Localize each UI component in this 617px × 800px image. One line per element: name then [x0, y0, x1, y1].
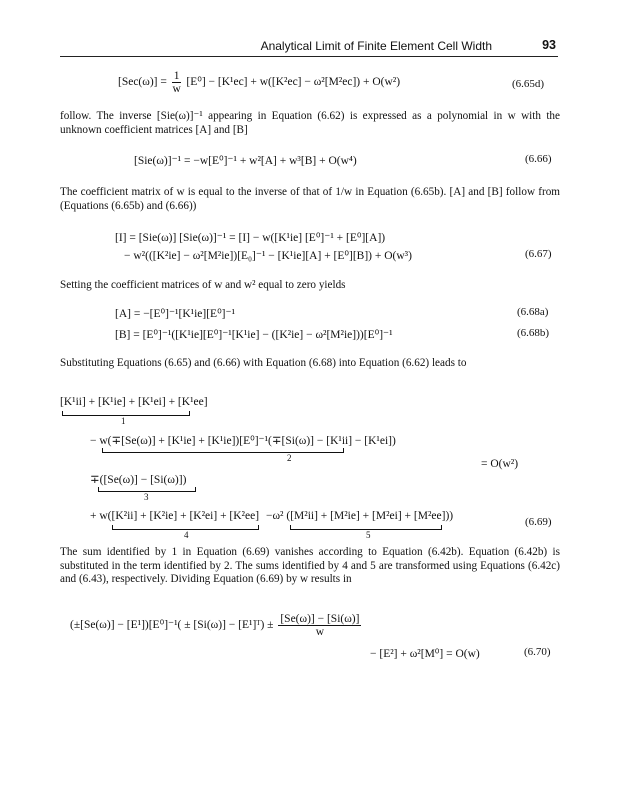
paragraph-1: follow. The inverse [Sie(ω)]⁻¹ appearing in Equation (6.62) is expressed as a polynomial in w with the unknown coefficient matrices [A] and [B] — [60, 110, 560, 136]
equation-6-69-line3: ∓([Se(ω)] − [Si(ω)]) — [90, 474, 187, 486]
equation-6-70-line1 — [70, 613, 363, 638]
eq-6-65d-fraction — [172, 70, 182, 95]
underbrace-1 — [62, 411, 190, 416]
underbrace-2 — [102, 448, 344, 453]
eq-number-6-66: (6.66) — [525, 153, 552, 165]
equation-6-67-line2: − w²(([K²ie] − ω²[M²ie])[E₀]⁻¹ − [K¹ie][A] + [E⁰][B]) + O(w³) — [124, 250, 412, 262]
eq-number-6-67: (6.67) — [525, 248, 552, 260]
underbrace-label-1: 1 — [121, 416, 126, 426]
eq-6-70-frac-den: w — [315, 626, 325, 638]
equation-6-69-line2: − w(∓[Se(ω)] + [K¹ie] + [K¹ie])[E⁰]⁻¹(∓[Si(ω)] − [K¹ii] − [K¹ei]) — [90, 435, 396, 447]
eq-number-6-70: (6.70) — [524, 646, 551, 658]
eq-6-65d-rhs: [E⁰] − [K¹ec] + w([K²ec] − ω²[M²ec]) + O(w²) — [186, 76, 401, 89]
equation-6-66: [Sie(ω)]⁻¹ = −w[E⁰]⁻¹ + w²[A] + w³[B] + O(w⁴) — [134, 155, 357, 167]
paragraph-3: Setting the coefficient matrices of w and w² equal to zero yields — [60, 279, 346, 291]
paragraph-2: The coefficient matrix of w is equal to the inverse of that of 1/w in Equation (6.65b). [A] and [B] follow from (Equations (6.65b) and (6.66)) — [60, 186, 560, 212]
eq-6-65d-frac-den: w — [172, 83, 181, 95]
equation-6-70-line2: − [E²] + ω²[M⁰] = O(w) — [370, 648, 480, 660]
underbrace-label-2: 2 — [287, 453, 292, 463]
eq-6-65d-lhs: [Sec(ω)] = — [118, 76, 167, 89]
eq-6-65d-frac-num: 1 — [173, 70, 180, 82]
equation-6-69-line4a: + w([K²ii] + [K²ie] + [K²ei] + [K²ee] — [90, 510, 260, 522]
equation-6-68a: [A] = −[E⁰]⁻¹[K¹ie][E⁰]⁻¹ — [115, 308, 236, 320]
eq-number-6-65d: (6.65d) — [512, 78, 545, 90]
eq-number-6-69: (6.69) — [525, 516, 552, 528]
underbrace-label-4: 4 — [184, 530, 189, 540]
underbrace-label-5: 5 — [366, 530, 371, 540]
paragraph-4: Substituting Equations (6.65) and (6.66) with Equation (6.68) into Equation (6.62) leads to — [60, 357, 467, 369]
paragraph-5: The sum identified by 1 in Equation (6.69) vanishes according to Equation (6.42b). Equation (6.42b) is substituted in the term identified by 2. The sums identified by 4 and 5 are transformed using Equations (6.42c) and (6.43), respectively. Dividing Equation (6.69) by w results in — [60, 546, 560, 585]
eq-number-6-68a: (6.68a) — [517, 306, 549, 318]
eq-6-70-left: (±[Se(ω)] − [E¹])[E⁰]⁻¹( ± [Si(ω)] − [E¹]ᵀ) ± — [70, 619, 274, 632]
equation-6-65d — [118, 70, 400, 95]
equation-6-69-rhs: = O(w²) — [481, 458, 519, 470]
page-number: 93 — [542, 38, 556, 52]
header-title: Analytical Limit of Finite Element Cell Width — [260, 39, 492, 53]
eq-number-6-68b: (6.68b) — [517, 327, 550, 339]
eq-6-70-fraction — [278, 613, 361, 638]
eq-6-70-frac-num: [Se(ω)] − [Si(ω)] — [280, 613, 360, 625]
equation-6-69-line1: [K¹ii] + [K¹ie] + [K¹ei] + [K¹ee] — [60, 396, 208, 408]
equation-6-67-line1: [I] = [Sie(ω)] [Sie(ω)]⁻¹ = [I] − w([K¹ie] [E⁰]⁻¹ + [E⁰][A]) — [115, 232, 386, 244]
equation-6-69-line4b: −ω² ([M²ii] + [M²ie] + [M²ei] + [M²ee])) — [266, 510, 454, 522]
equation-6-68b: [B] = [E⁰]⁻¹([K¹ie][E⁰]⁻¹[K¹ie] − ([K²ie] − ω²[M²ie]))[E⁰]⁻¹ — [115, 329, 393, 341]
running-header — [60, 38, 558, 57]
underbrace-label-3: 3 — [144, 492, 149, 502]
